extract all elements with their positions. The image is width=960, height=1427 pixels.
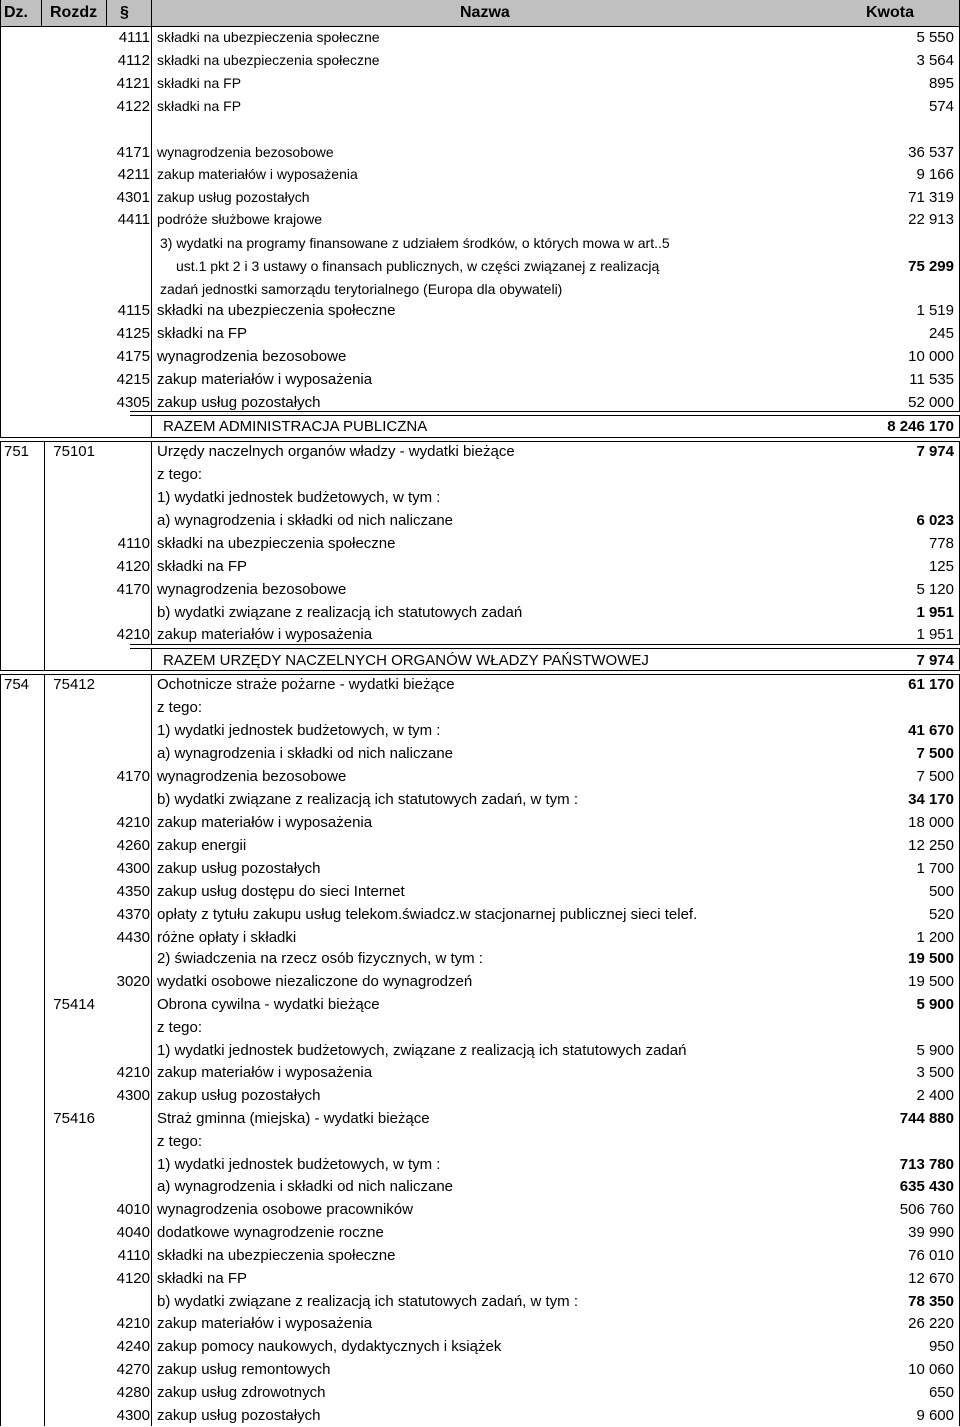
table-row xyxy=(0,697,960,719)
table-row xyxy=(0,812,960,834)
table-row xyxy=(0,73,960,95)
row-name: wynagrodzenia bezosobowe xyxy=(157,768,347,785)
table-row xyxy=(0,789,960,811)
table-row xyxy=(0,1268,960,1290)
row-name: z tego: xyxy=(157,466,203,483)
row-name: wydatki osobowe niezaliczone do wynagrodzeń xyxy=(157,973,473,990)
row-name: Straż gminna (miejska) - wydatki bieżące xyxy=(157,1110,430,1127)
row-name: zakup materiałów i wyposażenia xyxy=(157,814,373,831)
table-row xyxy=(0,602,960,624)
row-paragraf: 4171 xyxy=(116,144,150,161)
row-amount: 6 023 xyxy=(916,512,954,529)
row-name: składki na ubezpieczenia społeczne xyxy=(157,535,396,552)
row-amount: 635 430 xyxy=(899,1178,954,1195)
table-row xyxy=(0,1245,960,1267)
row-name: zakup materiałów i wyposażenia xyxy=(157,371,373,388)
row-name: zakup usług dostępu do sieci Internet xyxy=(157,883,405,900)
table-row xyxy=(0,1131,960,1153)
row-paragraf: 4430 xyxy=(116,929,150,946)
row-paragraf: 4125 xyxy=(116,325,150,342)
row-name: składki na FP xyxy=(157,558,248,575)
row-name: zakup materiałów i wyposażenia xyxy=(157,626,373,643)
row-name: składki na ubezpieczenia społeczne xyxy=(157,29,380,45)
row-name: opłaty z tytułu zakupu usług telekom.świadcz.w stacjonarnej publicznej sieci telef. xyxy=(157,906,698,923)
row-name: 1) wydatki jednostek budżetowych, w tym : xyxy=(157,1156,441,1173)
row-name: z tego: xyxy=(157,1019,203,1036)
row-paragraf: 4170 xyxy=(116,581,150,598)
header-paragraf: § xyxy=(120,4,129,21)
row-name: zakup usług pozostałych xyxy=(157,394,321,411)
row-paragraf: 4110 xyxy=(117,535,150,552)
row-paragraf: 4260 xyxy=(116,837,150,854)
row-name: a) wynagrodzenia i składki od nich naliczane xyxy=(157,745,454,762)
row-name: RAZEM ADMINISTRACJA PUBLICZNA xyxy=(163,418,428,435)
row-amount: 5 550 xyxy=(916,29,954,46)
table-row xyxy=(0,487,960,509)
table-row xyxy=(0,1154,960,1176)
table-row xyxy=(0,209,960,231)
row-name: 1) wydatki jednostek budżetowych, w tym : xyxy=(157,722,441,739)
row-name: ust.1 pkt 2 i 3 ustawy o finansach publicznych, w części związanej z realizacją xyxy=(176,258,660,274)
row-amount: 1 200 xyxy=(916,929,954,946)
row-amount: 26 220 xyxy=(908,1315,954,1332)
row-name: składki na FP xyxy=(157,1270,248,1287)
table-row xyxy=(0,510,960,532)
row-paragraf: 4210 xyxy=(116,1064,150,1081)
row-amount: 1 951 xyxy=(916,626,954,643)
row-name: zakup materiałów i wyposażenia xyxy=(157,1064,373,1081)
row-amount: 34 170 xyxy=(908,791,954,808)
table-row xyxy=(0,1291,960,1313)
row-name: a) wynagrodzenia i składki od nich naliczane xyxy=(157,512,454,529)
row-amount: 5 900 xyxy=(916,996,954,1013)
row-name: b) wydatki związane z realizacją ich statutowych zadań, w tym : xyxy=(157,1293,579,1310)
row-amount: 19 500 xyxy=(908,973,954,990)
row-paragraf: 4215 xyxy=(116,371,150,388)
row-amount: 11 535 xyxy=(909,371,954,388)
row-name: różne opłaty i składki xyxy=(157,929,297,946)
row-amount: 75 299 xyxy=(908,258,954,275)
row-amount: 22 913 xyxy=(908,211,954,228)
table-row xyxy=(0,1085,960,1107)
row-amount: 1 700 xyxy=(916,860,954,877)
row-name: z tego: xyxy=(157,699,203,716)
row-paragraf: 4210 xyxy=(116,814,150,831)
row-paragraf: 4010 xyxy=(116,1201,150,1218)
table-row xyxy=(0,441,960,463)
header-rozdz: Rozdz xyxy=(50,4,98,21)
table-row xyxy=(0,766,960,788)
row-amount: 61 170 xyxy=(908,676,954,693)
table-row xyxy=(0,1222,960,1244)
row-paragraf: 4175 xyxy=(116,348,150,365)
row-amount: 1 519 xyxy=(916,302,954,319)
row-amount: 2 400 xyxy=(916,1087,954,1104)
row-paragraf: 4280 xyxy=(116,1384,150,1401)
table-row xyxy=(0,533,960,555)
row-name: składki na ubezpieczenia społeczne xyxy=(157,302,396,319)
row-amount: 506 760 xyxy=(899,1201,954,1218)
row-paragraf: 4120 xyxy=(116,558,150,575)
row-amount: 245 xyxy=(928,325,954,342)
row-name: wynagrodzenia bezosobowe xyxy=(157,144,334,160)
row-name: zakup usług remontowych xyxy=(157,1361,331,1378)
row-name: wynagrodzenia osobowe pracowników xyxy=(157,1201,413,1218)
table-row xyxy=(0,300,960,322)
row-paragraf: 4111 xyxy=(118,29,150,46)
table-row xyxy=(0,579,960,601)
row-amount: 5 900 xyxy=(916,1042,954,1059)
row-amount: 778 xyxy=(928,535,954,552)
row-amount: 8 246 170 xyxy=(887,418,954,435)
table-row xyxy=(0,1359,960,1381)
row-paragraf: 4411 xyxy=(117,211,150,228)
row-name: b) wydatki związane z realizacją ich statutowych zadań xyxy=(157,604,523,621)
row-name: składki na FP xyxy=(157,75,242,91)
table-row xyxy=(0,1062,960,1084)
table-row xyxy=(0,556,960,578)
row-amount: 19 500 xyxy=(908,950,954,967)
table-header xyxy=(0,0,960,27)
row-name: zakup usług zdrowotnych xyxy=(157,1384,326,1401)
table-row xyxy=(0,1199,960,1221)
row-name: składki na FP xyxy=(157,325,248,342)
grid-line xyxy=(106,0,107,26)
table-row xyxy=(0,1017,960,1039)
row-name: Urzędy naczelnych organów władzy - wydatki bieżące xyxy=(157,443,515,460)
row-amount: 1 951 xyxy=(916,604,954,621)
row-name: zakup usług pozostałych xyxy=(157,189,310,205)
row-amount: 650 xyxy=(928,1384,954,1401)
table-row xyxy=(0,927,960,949)
grid-line xyxy=(41,0,42,26)
table-row xyxy=(0,369,960,391)
row-name: Obrona cywilna - wydatki bieżące xyxy=(157,996,380,1013)
row-paragraf: 4110 xyxy=(117,1247,150,1264)
row-amount: 71 319 xyxy=(908,189,954,206)
table-row xyxy=(0,323,960,345)
row-name: Ochotnicze straże pożarne - wydatki bieżące xyxy=(157,676,455,693)
row-paragraf: 4210 xyxy=(116,1315,150,1332)
row-paragraf: 4370 xyxy=(116,906,150,923)
row-paragraf: 4120 xyxy=(116,1270,150,1287)
row-name: składki na FP xyxy=(157,98,242,114)
table-row xyxy=(0,720,960,742)
row-name: a) wynagrodzenia i składki od nich naliczane xyxy=(157,1178,454,1195)
table-row xyxy=(0,1405,960,1427)
table-row xyxy=(0,50,960,72)
row-amount: 78 350 xyxy=(908,1293,954,1310)
row-amount: 574 xyxy=(928,98,954,115)
row-paragraf: 4210 xyxy=(116,626,150,643)
table-row xyxy=(0,1382,960,1404)
row-paragraf: 4211 xyxy=(117,166,150,183)
row-amount: 12 250 xyxy=(908,837,954,854)
row-name: 1) wydatki jednostek budżetowych, w tym : xyxy=(157,489,441,506)
row-amount: 520 xyxy=(928,906,954,923)
table-row xyxy=(0,464,960,486)
row-name: zakup materiałów i wyposażenia xyxy=(157,1315,373,1332)
row-paragraf: 4300 xyxy=(116,860,150,877)
row-name: 2) świadczenia na rzecz osób fizycznych, w tym : xyxy=(157,950,483,967)
header-dz: Dz. xyxy=(4,4,28,21)
row-paragraf: 4122 xyxy=(116,98,150,115)
row-amount: 76 010 xyxy=(908,1247,954,1264)
row-amount: 5 120 xyxy=(916,581,954,598)
row-amount: 41 670 xyxy=(908,722,954,739)
table-row xyxy=(0,142,960,164)
row-amount: 39 990 xyxy=(908,1224,954,1241)
row-name: składki na ubezpieczenia społeczne xyxy=(157,1247,396,1264)
table-row xyxy=(0,674,960,696)
table-row xyxy=(0,971,960,993)
row-name: zakup usług pozostałych xyxy=(157,1407,321,1424)
table-row xyxy=(0,164,960,186)
row-name: wynagrodzenia bezosobowe xyxy=(157,348,347,365)
row-paragraf: 4121 xyxy=(116,75,150,92)
table-row xyxy=(0,881,960,903)
row-paragraf: 4115 xyxy=(117,302,150,319)
row-paragraf: 4305 xyxy=(116,394,150,411)
row-amount: 713 780 xyxy=(899,1156,954,1173)
row-name: zakup materiałów i wyposażenia xyxy=(157,166,358,182)
row-amount: 7 974 xyxy=(916,652,954,669)
table-row xyxy=(0,416,960,438)
table-row xyxy=(0,96,960,118)
row-name: podróże służbowe krajowe xyxy=(157,211,322,227)
table-row xyxy=(0,27,960,49)
row-amount: 36 537 xyxy=(908,144,954,161)
row-name: dodatkowe wynagrodzenie roczne xyxy=(157,1224,384,1241)
row-paragraf: 4112 xyxy=(117,52,150,69)
row-name: RAZEM URZĘDY NACZELNYCH ORGANÓW WŁADZY PAŃSTWOWEJ xyxy=(163,652,649,669)
table-row xyxy=(0,1176,960,1198)
row-amount: 950 xyxy=(928,1338,954,1355)
row-name: zakup usług pozostałych xyxy=(157,1087,321,1104)
row-paragraf: 4300 xyxy=(116,1087,150,1104)
row-amount: 3 564 xyxy=(916,52,954,69)
table-row xyxy=(0,1108,960,1130)
row-amount: 3 500 xyxy=(916,1064,954,1081)
row-name: wynagrodzenia bezosobowe xyxy=(157,581,347,598)
table-row xyxy=(0,994,960,1016)
row-paragraf: 4350 xyxy=(116,883,150,900)
row-name: 3) wydatki na programy finansowane z udziałem środków, o których mowa w art..5 xyxy=(160,235,670,251)
row-paragraf: 4270 xyxy=(116,1361,150,1378)
row-amount: 7 500 xyxy=(916,745,954,762)
table-row xyxy=(0,279,960,301)
header-nazwa: Nazwa xyxy=(460,4,510,21)
table-row xyxy=(0,392,960,414)
table-row xyxy=(0,743,960,765)
row-name: zakup energii xyxy=(157,837,247,854)
table-row xyxy=(0,1336,960,1358)
table-row xyxy=(0,858,960,880)
table-row xyxy=(0,904,960,926)
row-rozdzial: 75414 xyxy=(53,996,95,1013)
row-amount: 7 974 xyxy=(916,443,954,460)
row-amount: 18 000 xyxy=(908,814,954,831)
row-amount: 12 670 xyxy=(908,1270,954,1287)
row-amount: 9 600 xyxy=(916,1407,954,1424)
row-dzial: 754 xyxy=(4,676,30,693)
row-amount: 744 880 xyxy=(899,1110,954,1127)
row-name: zakup pomocy naukowych, dydaktycznych i książek xyxy=(157,1338,502,1355)
row-amount: 10 000 xyxy=(908,348,954,365)
table-row xyxy=(0,346,960,368)
row-paragraf: 3020 xyxy=(116,973,150,990)
row-amount: 52 000 xyxy=(908,394,954,411)
table-row xyxy=(0,1040,960,1062)
row-name: 1) wydatki jednostek budżetowych, związane z realizacją ich statutowych zadań xyxy=(157,1042,687,1059)
row-rozdzial: 75416 xyxy=(53,1110,95,1127)
row-rozdzial: 75412 xyxy=(53,676,95,693)
table-row xyxy=(0,1313,960,1335)
table-row xyxy=(0,233,960,255)
row-paragraf: 4301 xyxy=(116,189,150,206)
table-row xyxy=(0,948,960,970)
row-amount: 500 xyxy=(928,883,954,900)
row-name: zadań jednostki samorządu terytorialnego (Europa dla obywateli) xyxy=(160,281,563,297)
row-amount: 125 xyxy=(928,558,954,575)
row-paragraf: 4170 xyxy=(116,768,150,785)
row-name: składki na ubezpieczenia społeczne xyxy=(157,52,380,68)
row-dzial: 751 xyxy=(4,443,30,460)
row-amount: 9 166 xyxy=(916,166,954,183)
row-name: b) wydatki związane z realizacją ich statutowych zadań, w tym : xyxy=(157,791,579,808)
row-name: z tego: xyxy=(157,1133,203,1150)
row-amount: 7 500 xyxy=(916,768,954,785)
row-amount: 10 060 xyxy=(908,1361,954,1378)
table-row xyxy=(0,256,960,278)
table-row xyxy=(0,187,960,209)
row-paragraf: 4300 xyxy=(116,1407,150,1424)
table-row xyxy=(0,650,960,672)
row-rozdzial: 75101 xyxy=(53,443,95,460)
row-amount: 895 xyxy=(928,75,954,92)
row-paragraf: 4240 xyxy=(116,1338,150,1355)
table-row xyxy=(0,835,960,857)
header-kwota: Kwota xyxy=(866,4,914,21)
row-name: zakup usług pozostałych xyxy=(157,860,321,877)
row-paragraf: 4040 xyxy=(116,1224,150,1241)
table-row xyxy=(0,624,960,646)
